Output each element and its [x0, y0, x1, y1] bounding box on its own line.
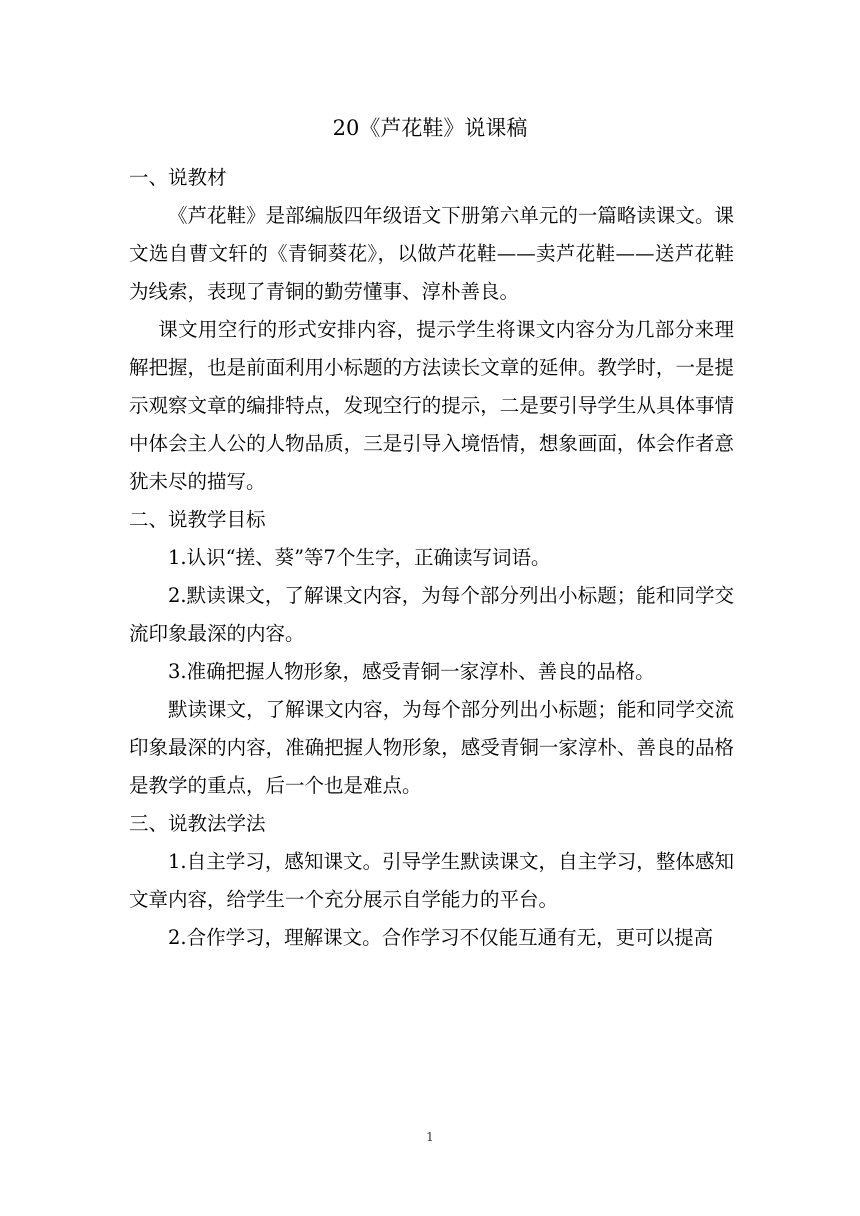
goal-item: 3.准确把握人物形象，感受青铜一家淳朴、善良的品格。: [168, 660, 655, 683]
method-item: 1.自主学习，感知课文。引导学生默读课文，自主学习，整体感知文章内容，给学生一个充分展示自学能力的平台。: [129, 850, 734, 911]
section-heading-teaching-material: 一、说教材: [129, 166, 227, 189]
page-number: 1: [426, 1130, 434, 1144]
paragraph: 课文用空行的形式安排内容，提示学生将课文内容分为几部分来理解把握，也是前面利用小标题的方法读长文章的延伸。教学时，一是提示观察文章的编排特点，发现空行的提示，二是要引导学生从具体事情中体会主人公的人物品质，三是引导入境悟情，想象画面，体会作者意犹未尽的描写。: [129, 318, 734, 493]
section-heading-teaching-goals: 二、说教学目标: [129, 508, 266, 531]
document-title: 20《芦花鞋》说课稿: [332, 116, 528, 140]
document-body: [129, 159, 734, 957]
paragraph: 默读课文，了解课文内容，为每个部分列出小标题；能和同学交流印象最深的内容，准确把握人物形象，感受青铜一家淳朴、善良的品格是教学的重点，后一个也是难点。: [129, 698, 734, 797]
paragraph: 《芦花鞋》是部编版四年级语文下册第六单元的一篇略读课文。课文选自曹文轩的《青铜葵花》，以做芦花鞋——卖芦花鞋——送芦花鞋为线索，表现了青铜的勤劳懂事、淳朴善良。: [129, 204, 734, 303]
goal-item: 2.默读课文，了解课文内容，为每个部分列出小标题；能和同学交流印象最深的内容。: [129, 584, 734, 645]
goal-item: 1.认识“搓、葵”等7个生字，正确读写词语。: [168, 546, 551, 569]
method-item: 2.合作学习，理解课文。合作学习不仅能互通有无，更可以提高: [168, 926, 714, 949]
section-heading-teaching-methods: 三、说教法学法: [129, 812, 266, 835]
